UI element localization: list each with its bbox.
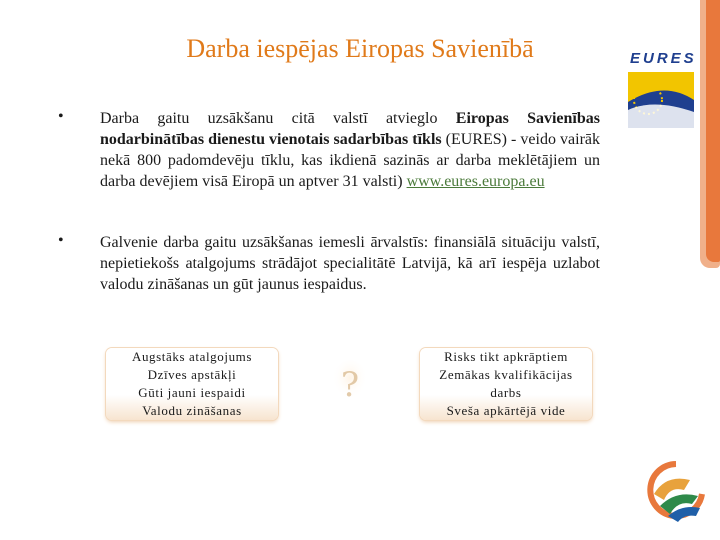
advantage-item: Augstāks atalgojums xyxy=(131,349,253,364)
right-accent-bar-inner xyxy=(706,0,720,262)
risk-item: Sveša apkārtējā vide xyxy=(446,403,566,418)
risk-item: darbs xyxy=(490,385,522,400)
bullet-1-tail: (EURES) - veido vairāk nekā 800 padomdevēju tīklu, kas ikdienā sazinās ar darba meklētājiem un darba devējiem visā Eiropā un aptver 31 valsti) xyxy=(100,131,600,190)
bullet-1-marker: • xyxy=(58,108,64,125)
advantage-item: Dzīves apstākļi xyxy=(147,367,237,382)
advantage-item: Gūti jauni iespaidi xyxy=(138,385,246,400)
risk-item: Zemākas kvalifikācijas xyxy=(439,367,573,382)
hands-logo-icon xyxy=(646,460,706,524)
question-mark-icon xyxy=(330,360,370,408)
bullet-1-text xyxy=(100,108,600,192)
risk-item: Risks tikt apkrāptiem xyxy=(444,349,568,364)
bullet-2-text: Galvenie darba gaitu uzsākšanas iemesli ārvalstīs: finansiālā situāciju valstī, nepietiekošs atalgojums strādājot specialitātē Latvijā, kā arī iespēja uzlabot valodu zināšanas un gūt jaunus iespaidus. xyxy=(100,234,600,293)
page-title: Darba iespējas Eiropas Savienībā xyxy=(186,34,534,63)
advantages-box xyxy=(106,348,278,420)
risks-box xyxy=(420,348,592,420)
bullet-2-marker: • xyxy=(58,232,64,249)
bullet-1-bold: Eiropas Savienības nodarbinātības dienestu vienotais sadarbības tīkls xyxy=(100,110,601,148)
bullet-1-lead: Darba gaitu uzsākšanu citā valstī atvieglo xyxy=(100,110,456,127)
eures-logo-text: EURES xyxy=(630,50,697,67)
advantage-item: Valodu zināšanas xyxy=(142,403,242,418)
eures-link[interactable]: www.eures.europa.eu xyxy=(406,173,545,190)
svg-text:?: ? xyxy=(340,365,360,405)
